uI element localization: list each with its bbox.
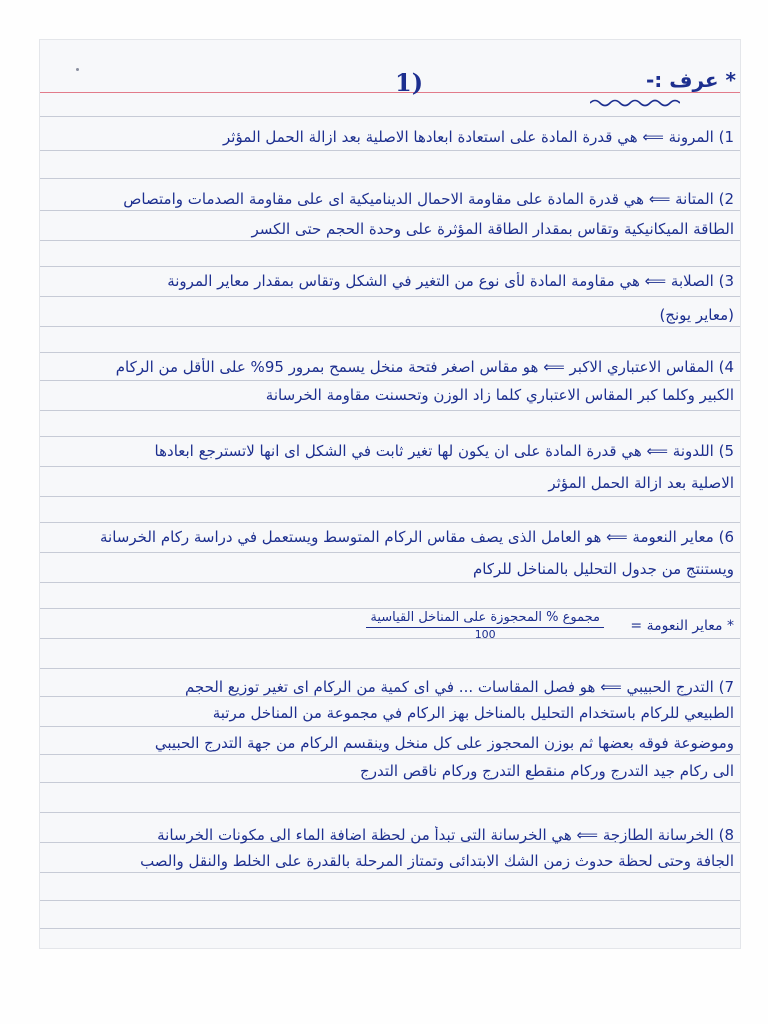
ruled-line	[40, 410, 740, 411]
top-margin-line	[40, 92, 740, 93]
definition-3-line-2: (معاير يونج)	[659, 306, 734, 324]
heading-underline-squiggle	[590, 98, 680, 108]
ruled-line	[40, 812, 740, 813]
definition-7-line-1: 7) التدرج الحبيبي ⟸ هو فصل المقاسات ... في اى كمية من الركام اى تغير توزيع الحجم	[184, 678, 734, 696]
ruled-line	[40, 754, 740, 755]
ruled-line	[40, 900, 740, 901]
definition-2-line-2: الطاقة الميكانيكية وتقاس بمقدار الطاقة المؤثرة على وحدة الحجم حتى الكسر	[251, 220, 734, 238]
ruled-line	[40, 582, 740, 583]
ruled-line	[40, 150, 740, 151]
definition-7-line-3: وموضوعة فوقه بعضها ثم بوزن المحجوز على كل منخل وينقسم الركام من جهة التدرج الحبيبي	[154, 734, 734, 752]
page-heading: * عرف :-	[645, 68, 736, 92]
ruled-line	[40, 178, 740, 179]
formula-fraction	[366, 610, 604, 641]
ruled-line	[40, 326, 740, 327]
ruled-line	[40, 552, 740, 553]
definition-7-line-4: الى ركام جيد التدرج وركام منقطع التدرج وركام ناقص التدرج	[360, 762, 734, 780]
page-number: 1)	[395, 68, 424, 97]
ruled-line	[40, 726, 740, 727]
definition-8-line-1: 8) الخرسانة الطازجة ⟸ هي الخرسانة التى تبدأ من لحظة اضافة الماء الى مكونات الخرسانة	[157, 826, 734, 844]
ruled-line	[40, 608, 740, 609]
ruled-line	[40, 380, 740, 381]
definition-6-line-2: ويستنتج من جدول التحليل بالمناخل للركام	[473, 560, 734, 578]
paper-speck	[76, 68, 79, 71]
definition-5-line-2: الاصلية بعد ازالة الحمل المؤثر	[548, 474, 734, 492]
definition-5-line-1: 5) اللدونة ⟸ هي قدرة المادة على ان يكون لها تغير ثابت في الشكل اى انها لاتسترجع ابعادها	[154, 442, 734, 460]
ruled-line	[40, 116, 740, 117]
definition-4-line-2: الكبير وكلما كبر المقاس الاعتباري كلما زاد الوزن وتحسنت مقاومة الخرسانة	[265, 386, 734, 404]
ruled-line	[40, 782, 740, 783]
definition-7-line-2: الطبيعي للركام باستخدام التحليل بالمناخل بهز الركام في مجموعة من المناخل مرتبة	[212, 704, 734, 722]
ruled-line	[40, 296, 740, 297]
notebook-paper	[40, 40, 740, 948]
ruled-line	[40, 522, 740, 523]
ruled-line	[40, 668, 740, 669]
ruled-line	[40, 240, 740, 241]
definition-8-line-2: الجافة وحتى لحظة حدوث زمن الشك الابتدائى وتمتاز المرحلة بالقدرة على الخلط والنقل والصب	[140, 852, 734, 870]
ruled-line	[40, 466, 740, 467]
definition-3-line-1: 3) الصلابة ⟸ هي مقاومة المادة لأى نوع من التغير في الشكل وتقاس بمقدار معاير المرونة	[167, 272, 734, 290]
ruled-line	[40, 696, 740, 697]
definition-4-line-1: 4) المقاس الاعتباري الاكبر ⟸ هو مقاس اصغر فتحة منخل يسمح بمرور 95% على الأقل من الركام	[115, 358, 734, 376]
ruled-line	[40, 928, 740, 929]
ruled-line	[40, 872, 740, 873]
formula-denominator: 100	[474, 628, 496, 641]
ruled-line	[40, 210, 740, 211]
ruled-line	[40, 266, 740, 267]
fineness-modulus-formula	[300, 610, 734, 648]
ruled-line	[40, 436, 740, 437]
definition-2-line-1: 2) المتانة ⟸ هي قدرة المادة على مقاومة الاحمال الديناميكية اى على مقاومة الصدمات وامتصاص	[123, 190, 734, 208]
ruled-line	[40, 496, 740, 497]
formula-lhs: * معاير النعومة =	[630, 618, 734, 634]
definition-6-line-1: 6) معاير النعومة ⟸ هو العامل الذى يصف مقاس الركام المتوسط ويستعمل في دراسة ركام الخرسانة	[100, 528, 734, 546]
formula-numerator: مجموع % المحجوزة على المناخل القياسية	[366, 610, 604, 628]
ruled-line	[40, 352, 740, 353]
definition-1-line-1: 1) المرونة ⟸ هي قدرة المادة على استعادة ابعادها الاصلية بعد ازالة الحمل المؤثر	[223, 128, 734, 146]
